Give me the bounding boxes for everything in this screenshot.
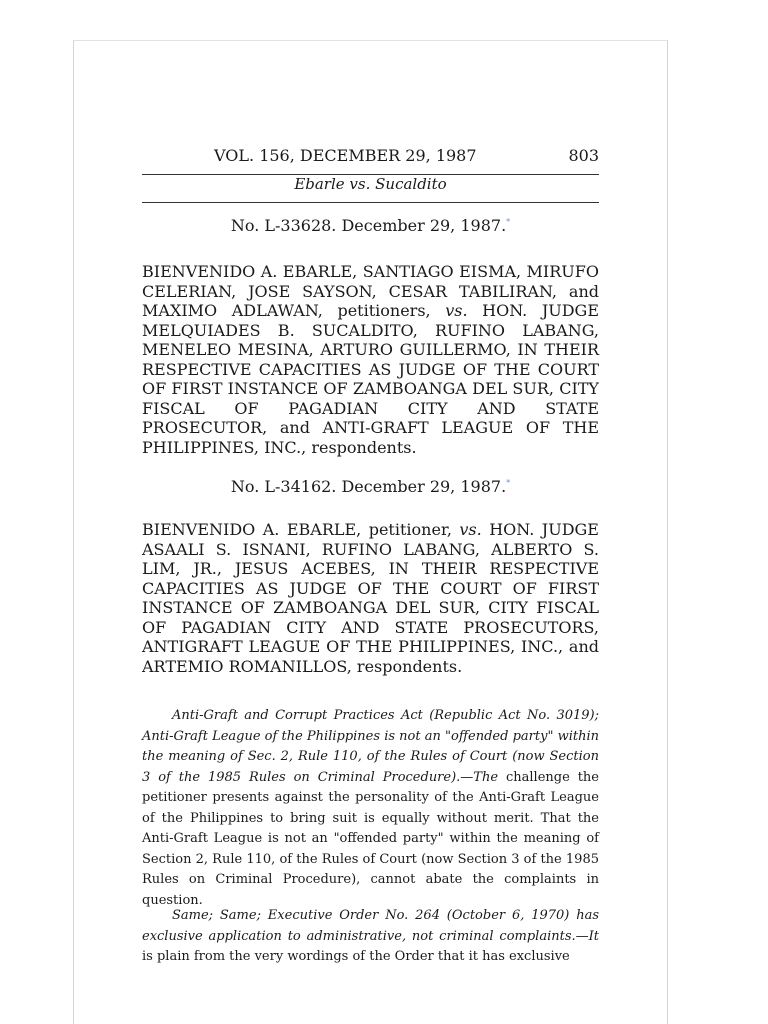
case-2-petitioners: BIENVENIDO A. EBARLE, petitioner, xyxy=(142,520,452,539)
syllabus-1-text: challenge the petitioner presents against the personality of the Anti-Graft League of the Philippines to bring suit is equally without merit. That the Anti-Graft League is not an "offended party" within the meaning of Section 2, Rule 110, of the Rules of Court (now Section 3 of the 1985 Rules on Criminal Procedure), cannot abate the complaints in question. xyxy=(142,769,600,908)
volume-line: VOL. 156, DECEMBER 29, 1987 xyxy=(214,146,477,165)
case-2-vs: vs. xyxy=(459,520,482,539)
footnote-link-1[interactable]: * xyxy=(506,217,511,227)
case-1-petitioners: BIENVENIDO A. EBARLE, SANTIAGO EISMA, MIRUFO CELERIAN, JOSE SAYSON, CESAR TABILIRAN, and MAXIMO ADLAWAN, petitioners, xyxy=(142,262,599,320)
case-1-respondents: HON. JUDGE MELQUIADES B. SUCALDITO, RUFINO LABANG, MENELEO MESINA, ARTURO GUILLERMO, IN THEIR RESPECTIVE CAPACITIES AS JUDGE OF THE COURT OF FIRST INSTANCE OF ZAMBOANGA DEL SUR, CITY FISCAL OF PAGADIAN CITY AND STATE PROSECUTOR, and ANTI-GRAFT LEAGUE OF THE PHILIPPINES, INC., respondents. xyxy=(142,301,600,457)
case-number-1-text: No. L-33628. December 29, 1987. xyxy=(230,216,507,235)
syllabus-2-text: is plain from the very wordings of the Order that it has exclusive xyxy=(142,949,570,964)
syllabus-paragraph-2 xyxy=(142,906,599,968)
syllabus-2-heading: Same; Same; Executive Order No. 264 (October 6, 1970) has exclusive application to administrative, not criminal complaints.—It xyxy=(142,908,599,944)
page-number: 803 xyxy=(568,146,599,165)
page-header xyxy=(142,146,599,168)
case-1-parties xyxy=(142,262,599,457)
case-number-2-text: No. L-34162. December 29, 1987. xyxy=(230,477,507,496)
case-2-respondents: HON. JUDGE ASAALI S. ISNANI, RUFINO LABANG, ALBERTO S. LIM, JR., JESUS ACEBES, IN THEIR RESPECTIVE CAPACITIES AS JUDGE OF THE COURT OF FIRST INSTANCE OF ZAMBOANGA DEL SUR, CITY FISCAL OF PAGADIAN CITY AND STATE PROSECUTORS, ANTIGRAFT LEAGUE OF THE PHILIPPINES, INC., and ARTEMIO ROMANILLOS, respondents. xyxy=(142,520,599,676)
footnote-link-2[interactable]: * xyxy=(506,478,511,488)
syllabus-paragraph-1 xyxy=(142,706,599,911)
header-rule-bottom xyxy=(142,202,599,203)
syllabus-1-heading: Anti-Graft and Corrupt Practices Act (Republic Act No. 3019); Anti-Graft League of the Philippines is not an "offended party" within the meaning of Sec. 2, Rule 110, of the Rules of Court (now Section 3 of the 1985 Rules on Criminal Procedure).—The xyxy=(142,708,599,785)
case-1-vs: vs. xyxy=(445,301,468,320)
case-2-parties xyxy=(142,520,599,676)
case-number-1 xyxy=(142,216,599,235)
case-number-2 xyxy=(142,477,599,496)
running-title: Ebarle vs. Sucaldito xyxy=(294,175,447,193)
